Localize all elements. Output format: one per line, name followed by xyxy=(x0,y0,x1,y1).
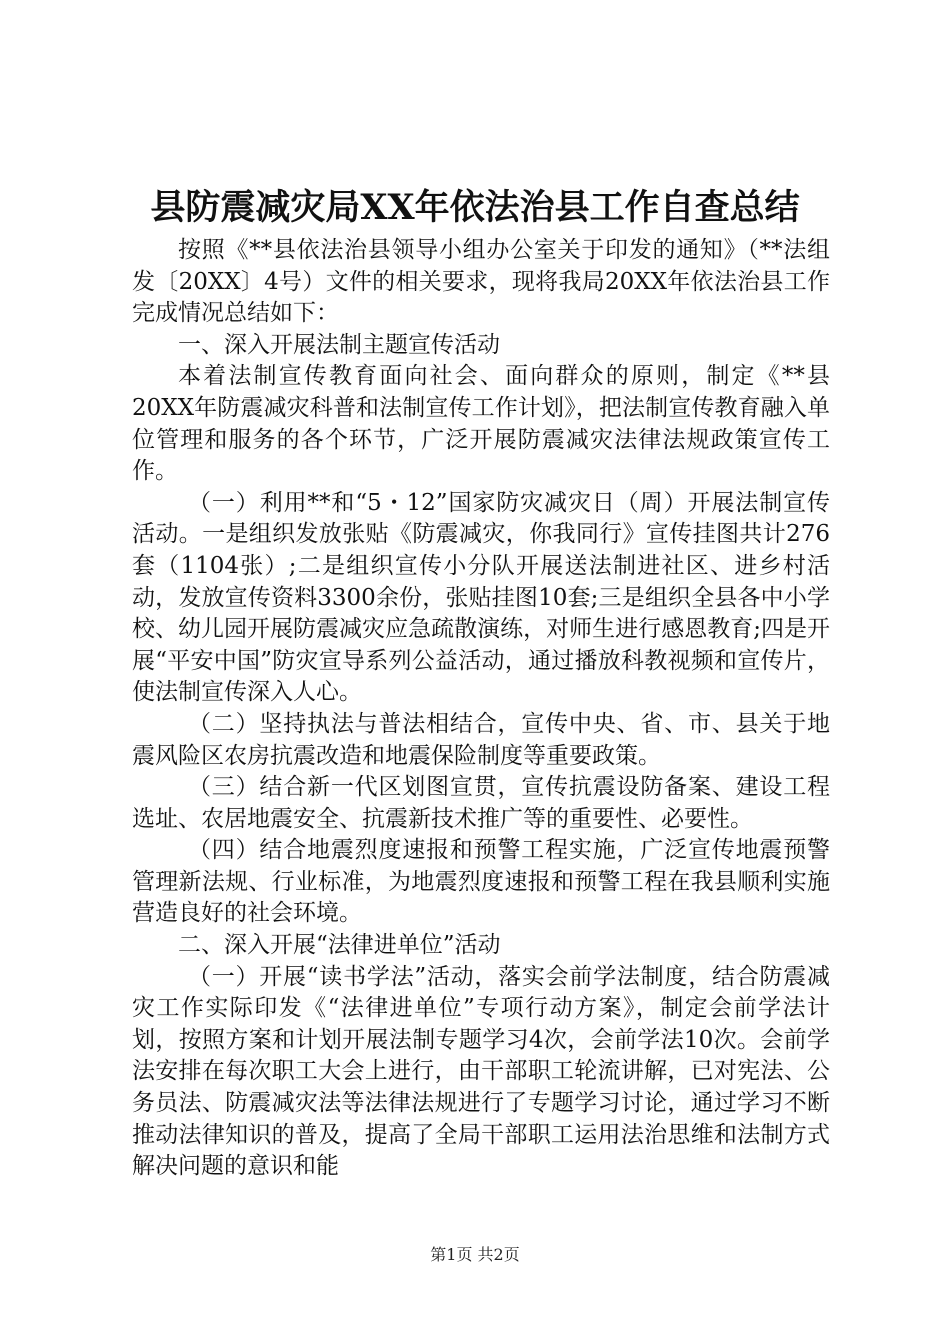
section-heading: 二、深入开展“法律进单位”活动 xyxy=(178,932,501,959)
paragraph: （一）开展“读书学法”活动，落实会前学法制度，结合防震减灾工作实际印发《“法律进单位”专项行动方案》，制定会前学法计划，按照方案和计划开展法制专题学习4次，会前学法10次。会前学法安排在每次职工大会上进行，由干部职工轮流讲解，已对宪法、公务员法、防震减灾法等法律法规进行了专题学习讨论，通过学习不断推动法律知识的普及，提高了全局干部职工运用法治思维和法制方式解决问题的意识和能 xyxy=(132,963,830,1180)
paragraph: （三）结合新一代区划图宣贯，宣传抗震设防备案、建设工程选址、农居地震安全、抗震新技术推广等的重要性、必要性。 xyxy=(132,774,830,832)
document-body xyxy=(132,235,830,1183)
paragraph: （四）结合地震烈度速报和预警工程实施，广泛宣传地震预警管理新法规、行业标准，为地震烈度速报和预警工程在我县顺利实施营造良好的社会环境。 xyxy=(132,837,830,927)
paragraph: （二）坚持执法与普法相结合，宣传中央、省、市、县关于地震风险区农房抗震改造和地震保险制度等重要政策。 xyxy=(132,710,830,769)
page-footer: 第1页 共2页 xyxy=(430,1245,520,1264)
paragraph: 按照《**县依法治县领导小组办公室关于印发的通知》（**法组发〔20XX〕4号）文件的相关要求，现将我局20XX年依法治县工作完成情况总结如下： xyxy=(132,237,830,327)
section-heading: 一、深入开展法制主题宣传活动 xyxy=(178,331,500,358)
paragraph: （一）利用**和“5・12”国家防灾减灾日（周）开展法制宣传活动。一是组织发放张贴《防震减灾，你我同行》宣传挂图共计276套（1104张）;二是组织宣传小分队开展送法制进社区、进乡村活动，发放宣传资料3300余份，张贴挂图10套;三是组织全县各中小学校、幼儿园开展防震减灾应急疏散演练，对师生进行感恩教育;四是开展“平安中国”防灾宣导系列公益活动，通过播放科教视频和宣传片，使法制宣传深入人心。 xyxy=(132,489,830,706)
document-title: 县防震减灾局XX年依法治县工作自查总结 xyxy=(150,187,800,228)
paragraph: 本着法制宣传教育面向社会、面向群众的原则，制定《**县20XX年防震减灾科普和法制宣传工作计划》，把法制宣传教育融入单位管理和服务的各个环节，广泛开展防震减灾法律法规政策宣传工作。 xyxy=(132,363,830,485)
